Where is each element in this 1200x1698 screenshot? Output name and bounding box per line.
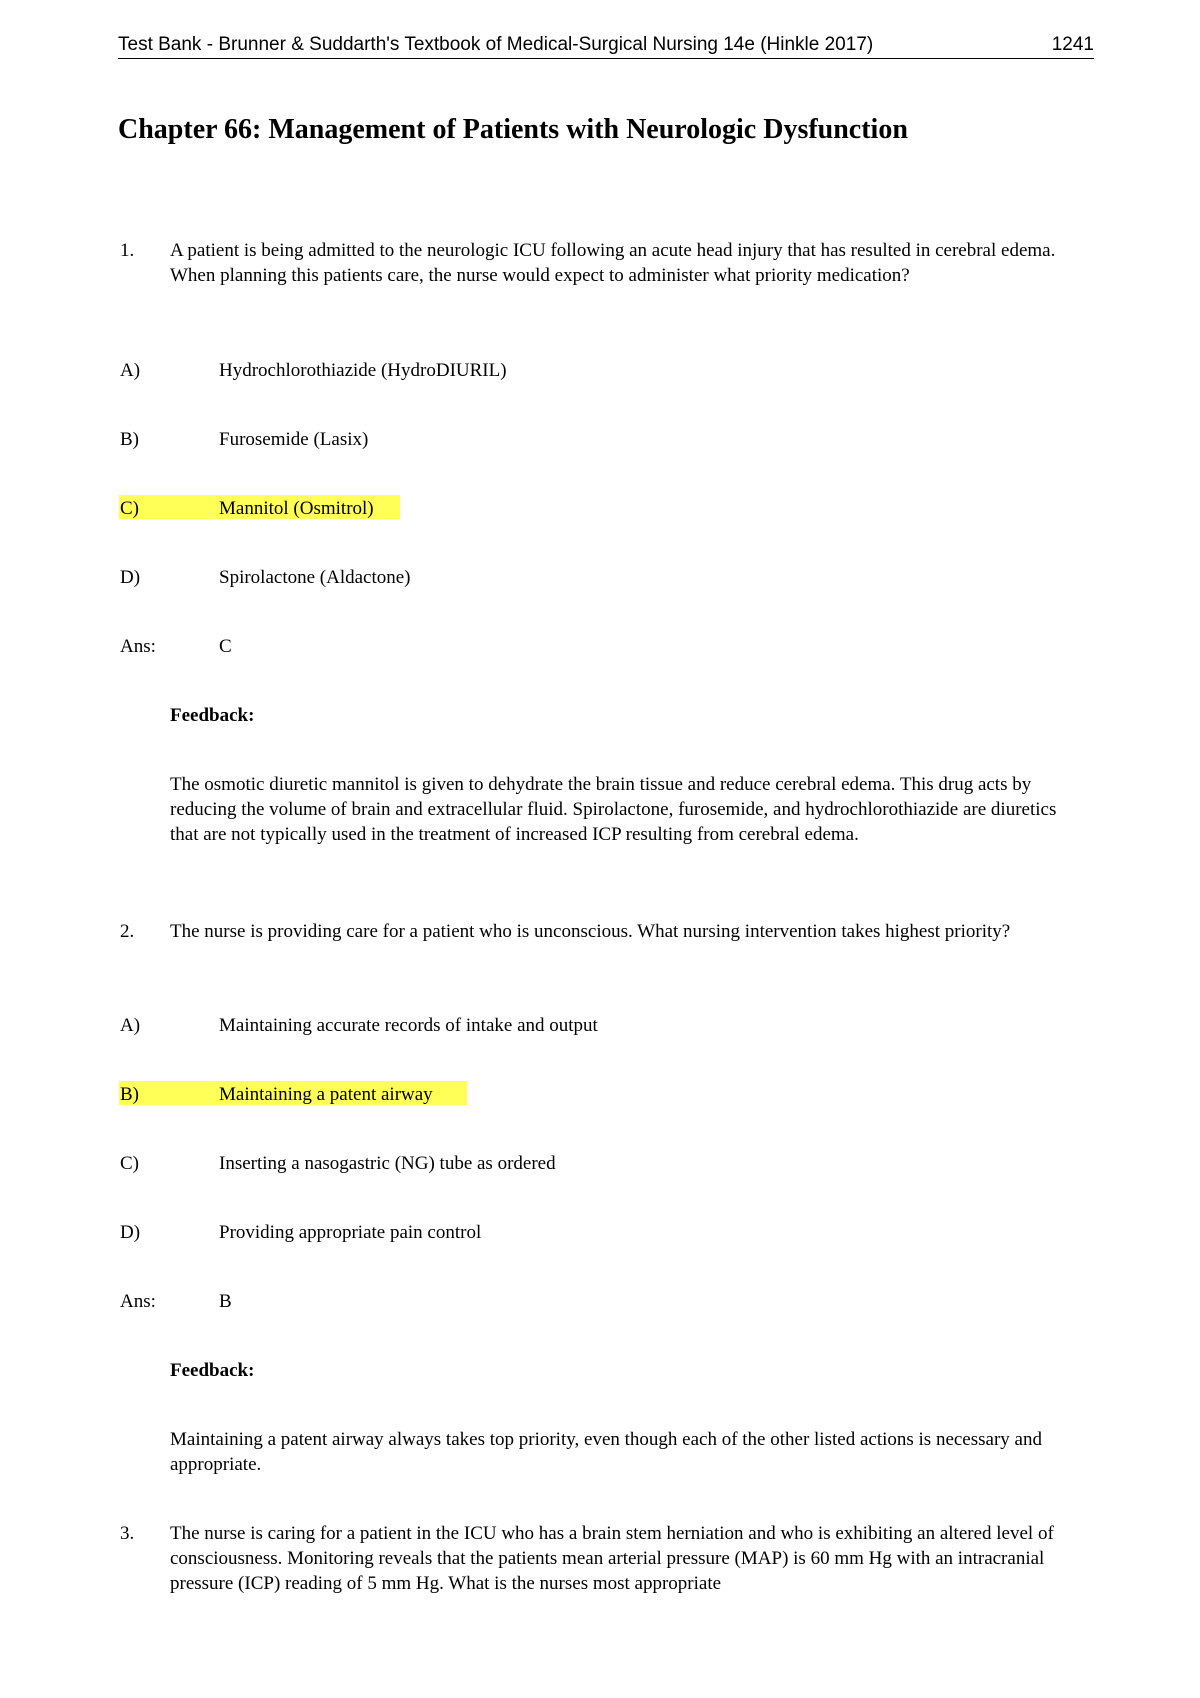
q1-answer-label: Ans: (120, 636, 156, 657)
q2-option-b-text: Maintaining a patent airway (219, 1084, 433, 1105)
q1-option-c-letter: C) (120, 498, 139, 519)
q2-option-d-text: Providing appropriate pain control (219, 1222, 482, 1243)
header-title: Test Bank - Brunner & Suddarth's Textbook of Medical-Surgical Nursing 14e (Hinkle 2017) (118, 34, 874, 55)
q2-option-c-text: Inserting a nasogastric (NG) tube as ordered (219, 1153, 556, 1174)
question-3-number: 3. (120, 1523, 135, 1544)
running-header (118, 34, 1094, 59)
q1-feedback-text: The osmotic diuretic mannitol is given to dehydrate the brain tissue and reduce cerebral edema. This drug acts by reducing the volume of brain and extracellular fluid. Spirolactone, furosemide, and hydrochlorothiazide are diuretics that are not typically used in the treatment of increased ICP resulting from cerebral edema. (170, 774, 1057, 845)
question-1-text: A patient is being admitted to the neurologic ICU following an acute head injury that has resulted in cerebral edema. When planning this patients care, the nurse would expect to administer what priority medication? (170, 240, 1056, 286)
q2-option-a-letter: A) (120, 1015, 141, 1036)
page-number: 1241 (1051, 34, 1094, 55)
question-1-number: 1. (120, 240, 135, 261)
q1-option-b-text: Furosemide (Lasix) (219, 429, 369, 450)
question-2-text: The nurse is providing care for a patient who is unconscious. What nursing intervention takes highest priority? (170, 921, 1011, 942)
q1-option-d-text: Spirolactone (Aldactone) (219, 567, 411, 588)
q1-option-c-text: Mannitol (Osmitrol) (219, 498, 374, 519)
q1-option-a-text: Hydrochlorothiazide (HydroDIURIL) (219, 360, 507, 381)
q2-feedback-label: Feedback: (170, 1360, 255, 1381)
q1-option-b-letter: B) (120, 429, 139, 450)
q1-feedback-label: Feedback: (170, 705, 255, 726)
q2-option-a-text: Maintaining accurate records of intake and output (219, 1015, 598, 1036)
q2-option-b-letter: B) (120, 1084, 139, 1105)
q2-option-c-letter: C) (120, 1153, 139, 1174)
question-3-text: The nurse is caring for a patient in the ICU who has a brain stem herniation and who is exhibiting an altered level of consciousness. Monitoring reveals that the patients mean arterial pressure (MAP) is 60 mm Hg with an intracranial pressure (ICP) reading of 5 mm Hg. What is the nurses most appropriate (170, 1523, 1054, 1594)
q2-answer-label: Ans: (120, 1291, 156, 1312)
question-2-number: 2. (120, 921, 135, 942)
chapter-title: Chapter 66: Management of Patients with Neurologic Dysfunction (118, 114, 908, 145)
q2-option-d-letter: D) (120, 1222, 141, 1243)
q1-option-a-letter: A) (120, 360, 141, 381)
q1-answer-value: C (219, 636, 232, 657)
q1-option-d-letter: D) (120, 567, 141, 588)
q2-feedback-text: Maintaining a patent airway always takes top priority, even though each of the other listed actions is necessary and appropriate. (170, 1429, 1042, 1475)
q2-answer-value: B (219, 1291, 232, 1312)
